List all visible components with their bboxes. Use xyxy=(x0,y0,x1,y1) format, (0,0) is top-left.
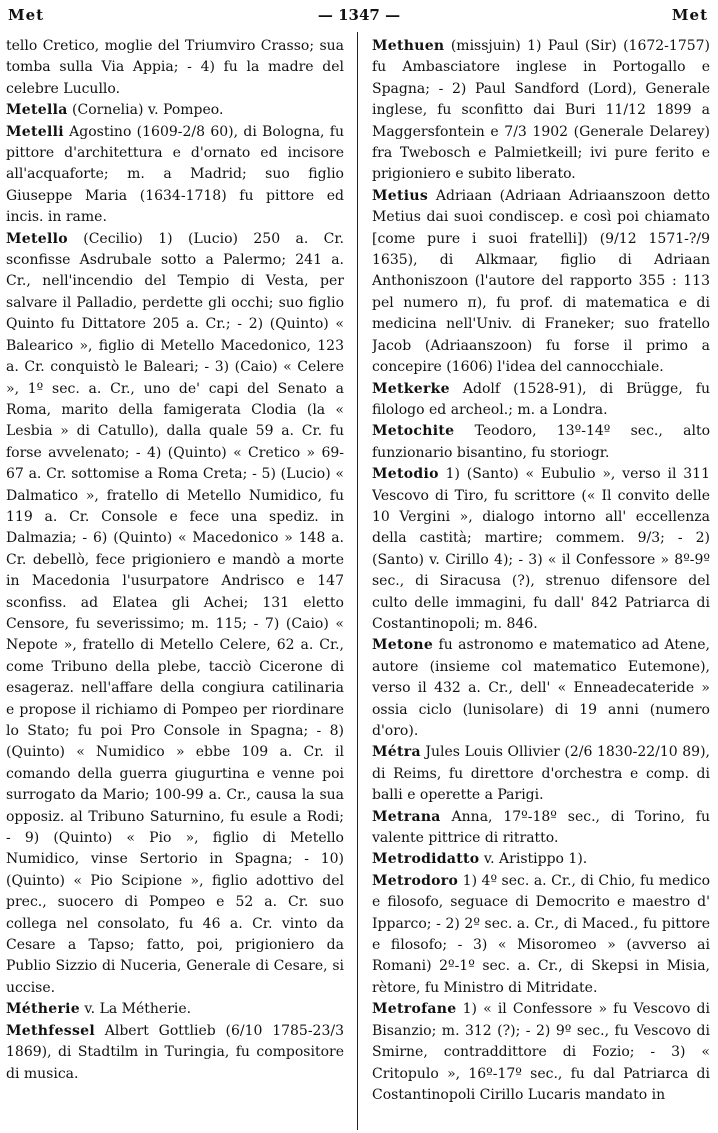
entry-headword: Métherie xyxy=(6,1001,80,1018)
entry-text: Adriaan (Adriaan Adriaanszoon detto Metius dai suoi condiscep. e così poi chiamato [come pure i suoi fratelli]) (9/12 1571-?/9 1635), di Alkmaar, figlio di Adriaan Anthoniszoon (l'autore del rapporto 355 : 113 pel numero π), fu prof. di matematica e di medicina nell'Univ. di Franeker; suo fratello Jacob (Adriaanszoon) fu forse il primo a concepire (1606) l'idea del cannocchiale. xyxy=(372,187,710,376)
entry xyxy=(6,1021,344,1085)
entry-headword: Metello xyxy=(6,230,68,247)
entry xyxy=(372,849,710,870)
entry-headword: Metelli xyxy=(6,123,64,140)
page-header xyxy=(0,0,718,30)
entry xyxy=(372,421,710,464)
entry-headword: Metrana xyxy=(372,808,441,825)
entry-headword: Metrofane xyxy=(372,1001,457,1018)
entry-text: tello Cretico, moglie del Triumviro Crasso; sua tomba sulla Via Appia; - 4) fu la madre del celebre Lucullo. xyxy=(6,38,344,97)
entry-text: Jules Louis Ollivier (2/6 1830-22/10 89), di Reims, fu direttore d'orchestra e comp. di balli e operette a Parigi. xyxy=(372,744,710,804)
entry-headword: Metrodidatto xyxy=(372,851,480,868)
entry xyxy=(6,229,344,1000)
entry-text: 1) « il Confessore » fu Vescovo di Bisanzio; m. 312 (?); - 2) 9º sec., fu Vescovo di Smirne, contraddittore di Fozio; - 3) « Critopulo », 16º-17º sec., fu dal Patriarca di Costantinopoli Cirillo Lucaris mandato in xyxy=(372,1001,710,1103)
entry-text: v. La Métherie. xyxy=(79,1001,192,1018)
entry xyxy=(6,122,344,229)
entry-headword: Metodio xyxy=(372,466,439,483)
entry xyxy=(372,807,710,850)
entry xyxy=(372,999,710,1106)
entry xyxy=(372,186,710,379)
entry xyxy=(6,999,344,1020)
right-column xyxy=(372,36,710,1128)
entry-headword: Metochite xyxy=(372,423,455,440)
page-number: — 1347 — xyxy=(317,6,401,24)
entry-text: (Cecilio) 1) (Lucio) 250 a. Cr. sconfisse Asdrubale sotto a Palermo; 241 a. Cr., nell'incendio del Tempio di Vesta, per salvare il Palladio, perdette gli occhi; suo figlio Quinto fu Dittatore 205 a. Cr.; - 2) (Quinto) « Balearico », figlio di Metello Macedonico, 123 a. Cr. conquistò le Baleari; - 3) (Caio) « Celere », 1º sec. a. Cr., uno de' capi del Senato a Roma, marito della famigerata Clodia (la « Lesbia » di Catullo), dalla quale 59 a. Cr. fu forse avvelenato; - 4) (Quinto) « Cretico » 69-67 a. Cr. sottomise a Roma Creta; - 5) (Lucio) « Dalmatico », fratello di Metello Numidico, fu 119 a. Cr. Console e fece una spediz. in Dalmazia; - 6) (Quinto) « Macedonico » 148 a. Cr. debellò, fece prigioniero e mandò a morte in Macedonia l'usurpatore Andrisco e 147 sconfiss. ad Elatea gli Achei; 131 eletto Censore, fu severissimo; m. 115; - 7) (Caio) « Nepote », fratello di Metello Celere, 62 a. Cr., come Tribuno della plebe, tacciò Cicerone di esageraz. nell'affare della congiura catilinaria e propose il richiamo di Pompeo per riordinare lo Stato; fu poi Pro Console in Spagna; - 8) (Quinto) « Numidico » ebbe 109 a. Cr. il comando della guerra giugurtina e venne poi surrogato da Mario; 100-99 a. Cr., causa la sua opposiz. al Tribuno Saturnino, fu esule a Rodi; - 9) (Quinto) « Pio », figlio di Metello Numidico, vinse Sertorio in Spagna; - 10) (Quinto) « Pio Scipione », figlio adottivo del prec., suocero di Pompeo e 52 a. Cr. suo collega nel consolato, fu 46 a. Cr. vinto da Cesare a Tapso; fatto, poi, prigioniero da Publio Sizzio di Nuceria, Generale di Cesare, si uccise. xyxy=(6,230,344,996)
entry-headword: Metone xyxy=(372,637,434,654)
header-left-guideword: Met xyxy=(8,6,45,24)
entry-text: Anna, 17º-18º sec., di Torino, fu valente pittrice di ritratto. xyxy=(372,808,710,847)
entry-headword: Métra xyxy=(372,744,421,761)
entry-headword: Methuen xyxy=(372,38,445,54)
entry-text: Albert Gottlieb (6/10 1785-23/3 1869), di Stadtilm in Turingia, fu compositore di musica. xyxy=(6,1022,344,1082)
entry-headword: Metrodoro xyxy=(372,872,459,889)
entry-text: Adolf (1528-91), di Brügge, fu filologo ed archeol.; m. a Londra. xyxy=(372,380,710,418)
entry xyxy=(372,464,710,635)
entry-text: fu astronomo e matematico ad Atene, autore (insieme col matematico Eutemone), verso il 432 a. Cr., dell' « Enneadecateride » ossia ciclo (lunisolare) di 19 anni (numero d'oro). xyxy=(372,637,710,739)
entry-text: Agostino (1609-2/8 60), di Bologna, fu pittore d'architettura e d'ornato ed incisore all'acquaforte; m. a Madrid; suo figlio Giuseppe Maria (1634-1718) fu pittore ed incis. in rame. xyxy=(6,123,344,226)
entry xyxy=(372,742,710,806)
column-divider xyxy=(357,32,358,1130)
entry-text: (missjuin) 1) Paul (Sir) (1672-1757) fu Ambasciatore inglese in Portogallo e Spagna; - 2) Paul Sandford (Lord), Generale inglese, fu sconfitto dai Buri 11/12 1899 a Maggersfontein e 7/3 1902 (Generale Delarey) fra Twebosch e Palmietkeill; ivi pure ferito e prigioniero e subito liberato. xyxy=(372,38,710,183)
entry-text: v. Aristippo 1). xyxy=(479,851,588,868)
entry-headword: Metius xyxy=(372,187,429,204)
entry xyxy=(372,635,710,742)
entry-headword: Metkerke xyxy=(372,380,450,397)
entry xyxy=(372,871,710,999)
entry xyxy=(6,36,344,100)
entry-text: Teodoro, 13º-14º sec., alto funzionario bisantino, fu storiogr. xyxy=(372,423,710,461)
entry-text: 1) (Santo) « Eubulio », verso il 311 Vescovo di Tiro, fu scrittore (« Il convito delle 10 Vergini », dialogo intorno all' eccellenza della castità; martire; commem. 9/3; - 2) (Santo) v. Cirillo 4); - 3) « il Confessore » 8º-9º sec., di Siracusa (?), strenuo difensore del culto delle immagini, fu dall' 842 Patriarca di Costantinopoli; m. 846. xyxy=(372,466,710,632)
entry xyxy=(372,379,710,422)
entry-headword: Methfessel xyxy=(6,1022,95,1039)
entry xyxy=(372,36,710,186)
left-column xyxy=(6,36,344,1128)
entry-text: (Cornelia) v. Pompeo. xyxy=(67,102,224,119)
entry-headword: Metella xyxy=(6,102,68,119)
entry-text: 1) 4º sec. a. Cr., di Chio, fu medico e filosofo, seguace di Democrito e maestro d' Ipparco; - 2) 2º sec. a. Cr., di Maced., fu pittore e filosofo; - 3) « Misoromeo » (avverso ai Romani) 2º-1º sec. a. Cr., di Skepsi in Misia, rètore, fu Ministro di Mitridate. xyxy=(372,872,710,996)
header-right-guideword: Met xyxy=(671,6,708,24)
entry xyxy=(6,100,344,121)
